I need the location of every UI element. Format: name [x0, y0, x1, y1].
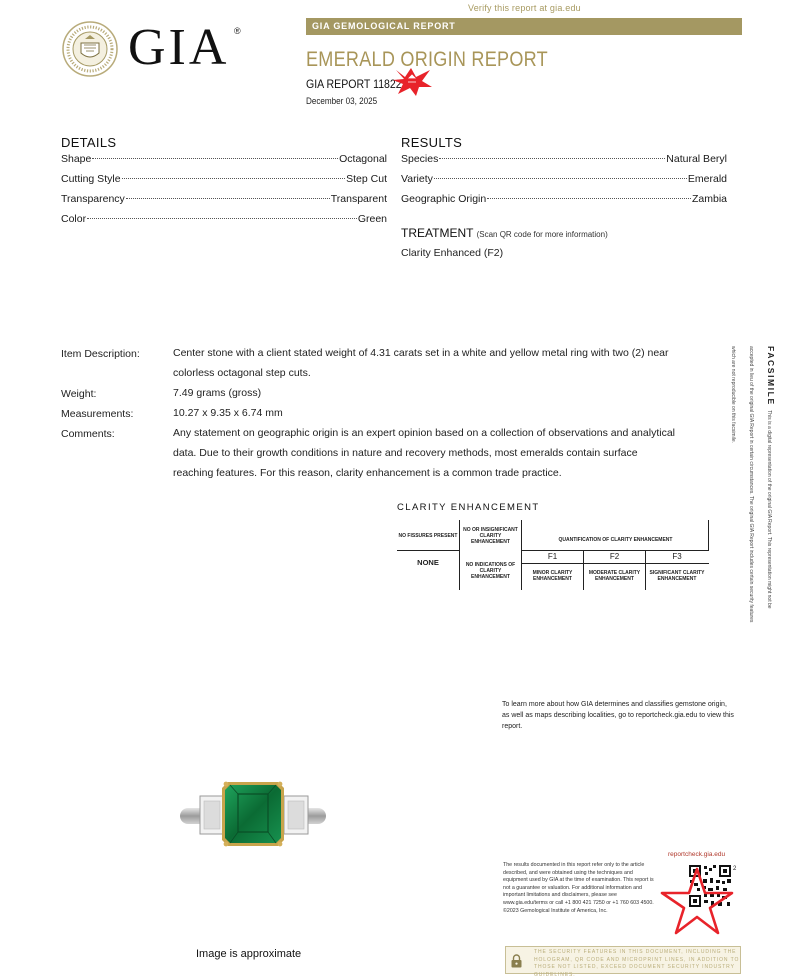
- image-caption: Image is approximate: [196, 948, 302, 960]
- disclaimer-text: The results documented in this report refer only to the article described, and were obtained using the techniques and equipment used by GIA at the time of examination. This report is not a guarantee or valuation. For additional information and important limitations and disclaimers, please see www.gia.edu/terms or call +1 800 421 7250 or +1 760 603 4500. ©2023 Gemological Institute of America, Inc.: [503, 862, 654, 914]
- clarity-col2-head: NO OR INSIGNIFICANT CLARITY ENHANCEMENT: [463, 527, 518, 545]
- facsimile-notice: [730, 346, 781, 630]
- facsimile-title: FACSIMILE: [766, 346, 776, 406]
- qr-superscript: 2: [733, 866, 737, 872]
- clarity-col2-value: NO INDICATIONS OF CLARITY ENHANCEMENT: [465, 562, 516, 580]
- verify-link[interactable]: Verify this report at gia.edu: [468, 3, 581, 13]
- details-row-color: Color Green: [61, 213, 387, 225]
- clarity-quant-head: QUANTIFICATION OF CLARITY ENHANCEMENT: [558, 537, 673, 543]
- clarity-grade-f1-desc: MINOR CLARITY ENHANCEMENT: [532, 570, 573, 582]
- comments-value: Any statement on geographic origin is an expert opinion based on a collection of observations and analytical data. Due to their growth conditions in nature and recovery methods, most emeralds contain surface reaching features. For this reason, clarity enhancement is a common trade practice.: [173, 427, 675, 479]
- redaction-star-icon: [392, 67, 434, 97]
- ring-photo: [178, 776, 328, 856]
- clarity-grade-f2: F2: [609, 552, 620, 561]
- report-category-bar: GIA GEMOLOGICAL REPORT: [306, 18, 742, 35]
- report-title: EMERALD ORIGIN REPORT: [306, 48, 548, 71]
- clarity-col1-head: NO FISSURES PRESENT: [398, 533, 458, 539]
- item-description-label: Item Description:: [61, 348, 140, 360]
- results-row-species: Species Natural Beryl: [401, 153, 727, 165]
- details-row-shape: Shape Octagonal: [61, 153, 387, 165]
- redaction-star-outline-icon: [659, 866, 735, 936]
- results-row-variety: Variety Emerald: [401, 173, 727, 185]
- clarity-grade-f2-desc: MODERATE CLARITY ENHANCEMENT: [588, 570, 641, 582]
- results-list: [401, 153, 727, 213]
- measurements-label: Measurements:: [61, 408, 134, 420]
- report-date: December 03, 2025: [306, 96, 378, 106]
- gia-logo-text: GIA: [128, 19, 230, 76]
- facsimile-text: This is a digital representation of the original GIA Report. This representation might not be accepted in lieu of the original GIA Report in certain circumstances. The original GIA Report includes certain security features which are not reproducible on this facsimile.: [730, 346, 772, 623]
- clarity-grade-f3: F3: [672, 552, 682, 561]
- measurements-value: 10.27 x 9.35 x 6.74 mm: [173, 407, 283, 419]
- comments-label: Comments:: [61, 428, 115, 440]
- learn-more-text: To learn more about how GIA determines and classifies gemstone origin, as well as maps describing localities, go to reportcheck.gia.edu to view this report.: [502, 701, 734, 730]
- registered-mark: ®: [234, 26, 241, 36]
- results-heading: RESULTS: [401, 135, 463, 150]
- details-row-cutting-style: Cutting Style Step Cut: [61, 173, 387, 185]
- clarity-grade-f3-desc: SIGNIFICANT CLARITY ENHANCEMENT: [649, 570, 705, 582]
- clarity-grade-f1: F1: [547, 552, 558, 561]
- security-text: THE SECURITY FEATURES IN THIS DOCUMENT, INCLUDING THE HOLOGRAM, QR CODE AND MICROPRINT LINES, IN ADDITION TO THOSE NOT LISTED, EXCEED DOCUMENT SECURITY INDUSTRY GUIDELINES.: [534, 949, 740, 976]
- details-row-transparency: Transparency Transparent: [61, 193, 387, 205]
- gia-seal-icon: [62, 21, 118, 77]
- clarity-scale: [397, 520, 709, 590]
- clarity-title: CLARITY ENHANCEMENT: [397, 502, 540, 513]
- clarity-col1-value: NONE: [417, 558, 439, 567]
- details-list: [61, 153, 387, 233]
- weight-value: 7.49 grams (gross): [173, 387, 262, 399]
- details-heading: DETAILS: [61, 135, 117, 150]
- item-description-value: Center stone with a client stated weight of 4.31 carats set in a white and yellow metal ring with two (2) near colorless octagonal step cuts.: [173, 347, 669, 379]
- treatment-value: Clarity Enhanced (F2): [401, 247, 504, 259]
- report-number: GIA REPORT 11822: [306, 77, 402, 91]
- treatment-note: (Scan QR code for more information): [476, 230, 608, 239]
- weight-label: Weight:: [61, 388, 97, 400]
- results-row-origin: Geographic Origin Zambia: [401, 193, 727, 205]
- reportcheck-link[interactable]: reportcheck.gia.edu: [668, 851, 726, 858]
- treatment-heading: TREATMENT (Scan QR code for more information): [401, 226, 608, 240]
- lock-icon: [510, 954, 523, 968]
